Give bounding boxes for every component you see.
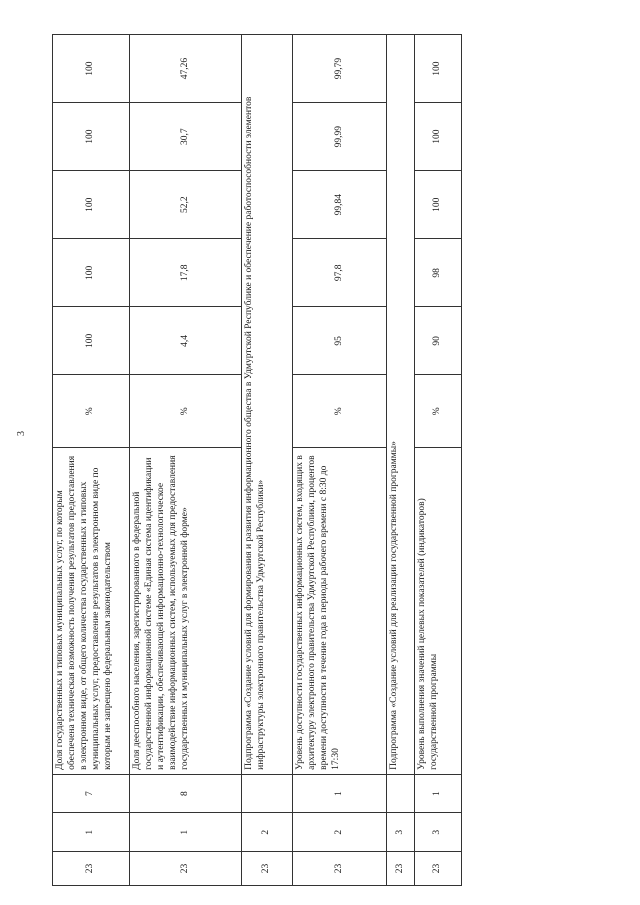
value-cell: 97,8 bbox=[293, 239, 387, 307]
subprogram-row bbox=[241, 35, 293, 886]
page-number: 3 bbox=[16, 431, 27, 436]
pp-code-cell: 3 bbox=[386, 813, 414, 852]
table-row bbox=[53, 35, 130, 886]
pp-code-cell: 2 bbox=[293, 813, 387, 852]
value-cell: 90 bbox=[415, 307, 462, 375]
value-cell: 100 bbox=[53, 239, 130, 307]
empty-cell bbox=[386, 774, 414, 813]
subprogram-title-cell: Подпрограмма «Создание условий для реализации государственной программы» bbox=[386, 35, 414, 775]
indicator-name-cell: Уровень доступности государственных информационных систем, входящих в архитектуру электронного правительства Удмуртской Республики, процентов времени доступности в течение года в периоды рабочего времени с 8:30 до 17:30 bbox=[293, 448, 387, 775]
value-cell: 17,8 bbox=[130, 239, 241, 307]
value-cell: 100 bbox=[53, 307, 130, 375]
value-cell: 100 bbox=[415, 171, 462, 239]
value-cell: 100 bbox=[415, 103, 462, 171]
indicator-number-cell: 8 bbox=[130, 774, 241, 813]
indicator-name-cell: Уровень выполнения значений целевых показателей (индикаторов) государственной программы bbox=[415, 448, 462, 775]
indicators-table bbox=[52, 34, 462, 886]
pp-code-cell: 2 bbox=[241, 813, 293, 852]
pp-code-cell: 1 bbox=[130, 813, 241, 852]
value-cell: 30,7 bbox=[130, 103, 241, 171]
value-cell: 99,79 bbox=[293, 35, 387, 103]
indicators-table-rotated bbox=[52, 34, 462, 886]
indicator-name-cell: Доля государственных и типовых муниципальных услуг, по которым обеспечена техническая возможность получения результатов предоставления в электронном виде, от общего количества государственных и типовых муниципальных услуг, предоставление результатов в электронном виде по которым не запрещено федеральным законодательством bbox=[53, 448, 130, 775]
gp-code-cell: 23 bbox=[53, 851, 130, 885]
value-cell: 98 bbox=[415, 239, 462, 307]
value-cell: 99,99 bbox=[293, 103, 387, 171]
unit-cell: % bbox=[130, 375, 241, 448]
value-cell: 52,2 bbox=[130, 171, 241, 239]
gp-code-cell: 23 bbox=[293, 851, 387, 885]
empty-cell bbox=[241, 774, 293, 813]
value-cell: 47,26 bbox=[130, 35, 241, 103]
table-row bbox=[130, 35, 241, 886]
subprogram-row bbox=[386, 35, 414, 886]
table-row bbox=[293, 35, 387, 886]
unit-cell: % bbox=[293, 375, 387, 448]
gp-code-cell: 23 bbox=[241, 851, 293, 885]
value-cell: 99,84 bbox=[293, 171, 387, 239]
value-cell: 4,4 bbox=[130, 307, 241, 375]
indicator-name-cell: Доля дееспособного населения, зарегистрированного в федеральной государственной информационной системе «Единая система идентификации и аутентификации, обеспечивающей информационно-технологическое взаимодействие информационных систем, используемых для предоставления государственных и муниципальных услуг в электронной форме» bbox=[130, 448, 241, 775]
unit-cell: % bbox=[53, 375, 130, 448]
gp-code-cell: 23 bbox=[130, 851, 241, 885]
unit-cell: % bbox=[415, 375, 462, 448]
subprogram-title-cell: Подпрограмма «Создание условий для формирования и развития информационного общества в Удмуртской Республике и обеспечение работоспособности элементов инфраструктуры электронного правительства Удмуртской Республики» bbox=[241, 35, 293, 775]
indicator-number-cell: 7 bbox=[53, 774, 130, 813]
pp-code-cell: 3 bbox=[415, 813, 462, 852]
pp-code-cell: 1 bbox=[53, 813, 130, 852]
indicator-number-cell: 1 bbox=[415, 774, 462, 813]
table-row bbox=[415, 35, 462, 886]
value-cell: 100 bbox=[53, 103, 130, 171]
value-cell: 100 bbox=[53, 35, 130, 103]
value-cell: 100 bbox=[53, 171, 130, 239]
gp-code-cell: 23 bbox=[386, 851, 414, 885]
value-cell: 95 bbox=[293, 307, 387, 375]
gp-code-cell: 23 bbox=[415, 851, 462, 885]
table-body bbox=[53, 35, 462, 886]
value-cell: 100 bbox=[415, 35, 462, 103]
indicator-number-cell: 1 bbox=[293, 774, 387, 813]
